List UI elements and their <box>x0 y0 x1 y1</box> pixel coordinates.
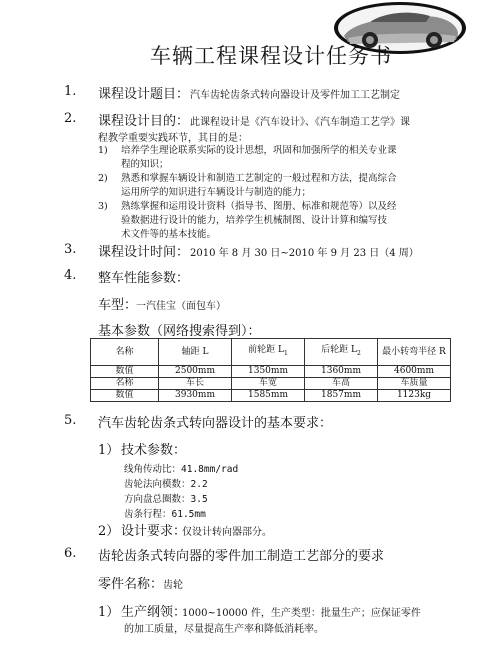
table-cell: 1350mm <box>232 366 305 378</box>
section-4-number: 4. <box>64 268 77 283</box>
table-cell: 车质量 <box>378 378 451 390</box>
production-number: 1） <box>98 605 120 620</box>
tech-param-item: 方向盘总圈数：3.5 <box>124 494 208 505</box>
table-cell: 轴距 L <box>159 339 232 366</box>
tech-param-item: 线角传动比：41.8mm/rad <box>124 464 239 475</box>
table-cell: 2500mm <box>159 366 232 378</box>
objective-2-number: 2) <box>98 173 108 184</box>
table-cell: 车高 <box>305 378 378 390</box>
objective-2-line-2: 运用所学的知识进行车辆设计与制造的能力； <box>121 187 312 198</box>
table-cell: 1123kg <box>378 390 451 402</box>
basic-params-label: 基本参数（网络搜索得到）： <box>98 324 261 339</box>
tech-param-item: 齿条行程：61.5mm <box>124 509 206 520</box>
table-cell: 最小转弯半径 R <box>378 339 451 366</box>
section-2-intro-line-1: 此课程设计是《汽车设计》、《汽车制造工艺学》课 <box>190 117 410 128</box>
section-6-number: 6. <box>64 546 77 561</box>
table-cell: 数值 <box>91 366 159 378</box>
design-req-value: 仅设计转向器部分。 <box>182 527 272 538</box>
table-cell: 数值 <box>91 390 159 402</box>
section-6-label: 齿轮齿条式转向器的零件加工制造工艺部分的要求 <box>98 549 385 564</box>
table-row <box>91 378 451 390</box>
objective-2-line-1: 熟悉和掌握车辆设计和制造工艺制定的一般过程和方法，提高综合 <box>121 173 397 184</box>
production-label: 生产纲领： <box>121 605 187 620</box>
objective-1-number: 1) <box>98 145 108 156</box>
section-2-intro-line-2: 程教学重要实践环节，其目的是： <box>98 133 248 144</box>
part-name-value: 齿轮 <box>163 580 183 591</box>
section-3-number: 3. <box>64 242 77 257</box>
section-2-label: 课程设计目的： <box>98 114 190 129</box>
tech-params-number: 1） <box>98 443 120 458</box>
objective-3-number: 3) <box>98 201 108 212</box>
objective-1-line-1: 培养学生理论联系实际的设计思想，巩固和加强所学的相关专业课 <box>121 145 397 156</box>
document-title: 车辆工程课程设计任务书 <box>150 44 392 68</box>
table-row <box>91 390 451 402</box>
table-cell-subscript: 2 <box>357 349 361 357</box>
table-cell: 4600mm <box>378 366 451 378</box>
section-5-number: 5. <box>64 413 77 428</box>
section-3-value: 2010 年 8 月 30 日~2010 年 9 月 23 日（4 周） <box>190 248 419 259</box>
table-cell: 1585mm <box>232 390 305 402</box>
table-cell: 1857mm <box>305 390 378 402</box>
table-cell: 车长 <box>159 378 232 390</box>
section-5-label: 汽车齿轮齿条式转向器设计的基本要求： <box>98 416 333 431</box>
vehicle-model-label: 车型： <box>98 298 138 313</box>
objective-1-line-2: 程的知识； <box>121 159 169 170</box>
part-name-label: 零件名称： <box>98 577 164 592</box>
section-3-label: 课程设计时间： <box>98 245 190 260</box>
section-1-value: 汽车齿轮齿条式转向器设计及零件加工工艺制定 <box>190 90 400 101</box>
table-cell-text: 后轮距 L <box>321 345 357 356</box>
production-value-line-1: 1000~10000 件，生产类型：批量生产；应保证零件 <box>182 608 421 619</box>
table-cell: 3930mm <box>159 390 232 402</box>
section-1-number: 1. <box>64 84 77 99</box>
section-4-label: 整车性能参数： <box>98 271 190 286</box>
table-cell-subscript: 1 <box>284 349 288 357</box>
table-cell: 1360mm <box>305 366 378 378</box>
table-cell: 车宽 <box>232 378 305 390</box>
design-req-number: 2） <box>98 524 120 539</box>
objective-3-line-3: 术文件等的基本技能。 <box>121 229 217 240</box>
section-2-number: 2. <box>64 111 77 126</box>
tech-params-label: 技术参数： <box>121 443 187 458</box>
tech-param-item: 齿轮法向模数：2.2 <box>124 479 208 490</box>
design-req-label: 设计要求： <box>121 524 187 539</box>
table-row <box>91 339 451 366</box>
table-cell <box>305 339 378 366</box>
section-1-label: 课程设计题目： <box>98 87 190 102</box>
table-cell: 名称 <box>91 339 159 366</box>
vehicle-model-value: 一汽佳宝（面包车） <box>136 301 226 312</box>
parameters-table <box>90 338 451 402</box>
production-value-line-2: 的加工质量，尽量提高生产率和降低消耗率。 <box>124 624 324 635</box>
table-cell: 名称 <box>91 378 159 390</box>
table-cell-text: 前轮距 L <box>248 345 284 356</box>
table-cell <box>232 339 305 366</box>
objective-3-line-1: 熟练掌握和运用设计资料（指导书、图册、标准和规范等）以及经 <box>121 201 397 212</box>
table-row <box>91 366 451 378</box>
objective-3-line-2: 验数据进行设计的能力，培养学生机械制图、设计计算和编写技 <box>121 215 388 226</box>
